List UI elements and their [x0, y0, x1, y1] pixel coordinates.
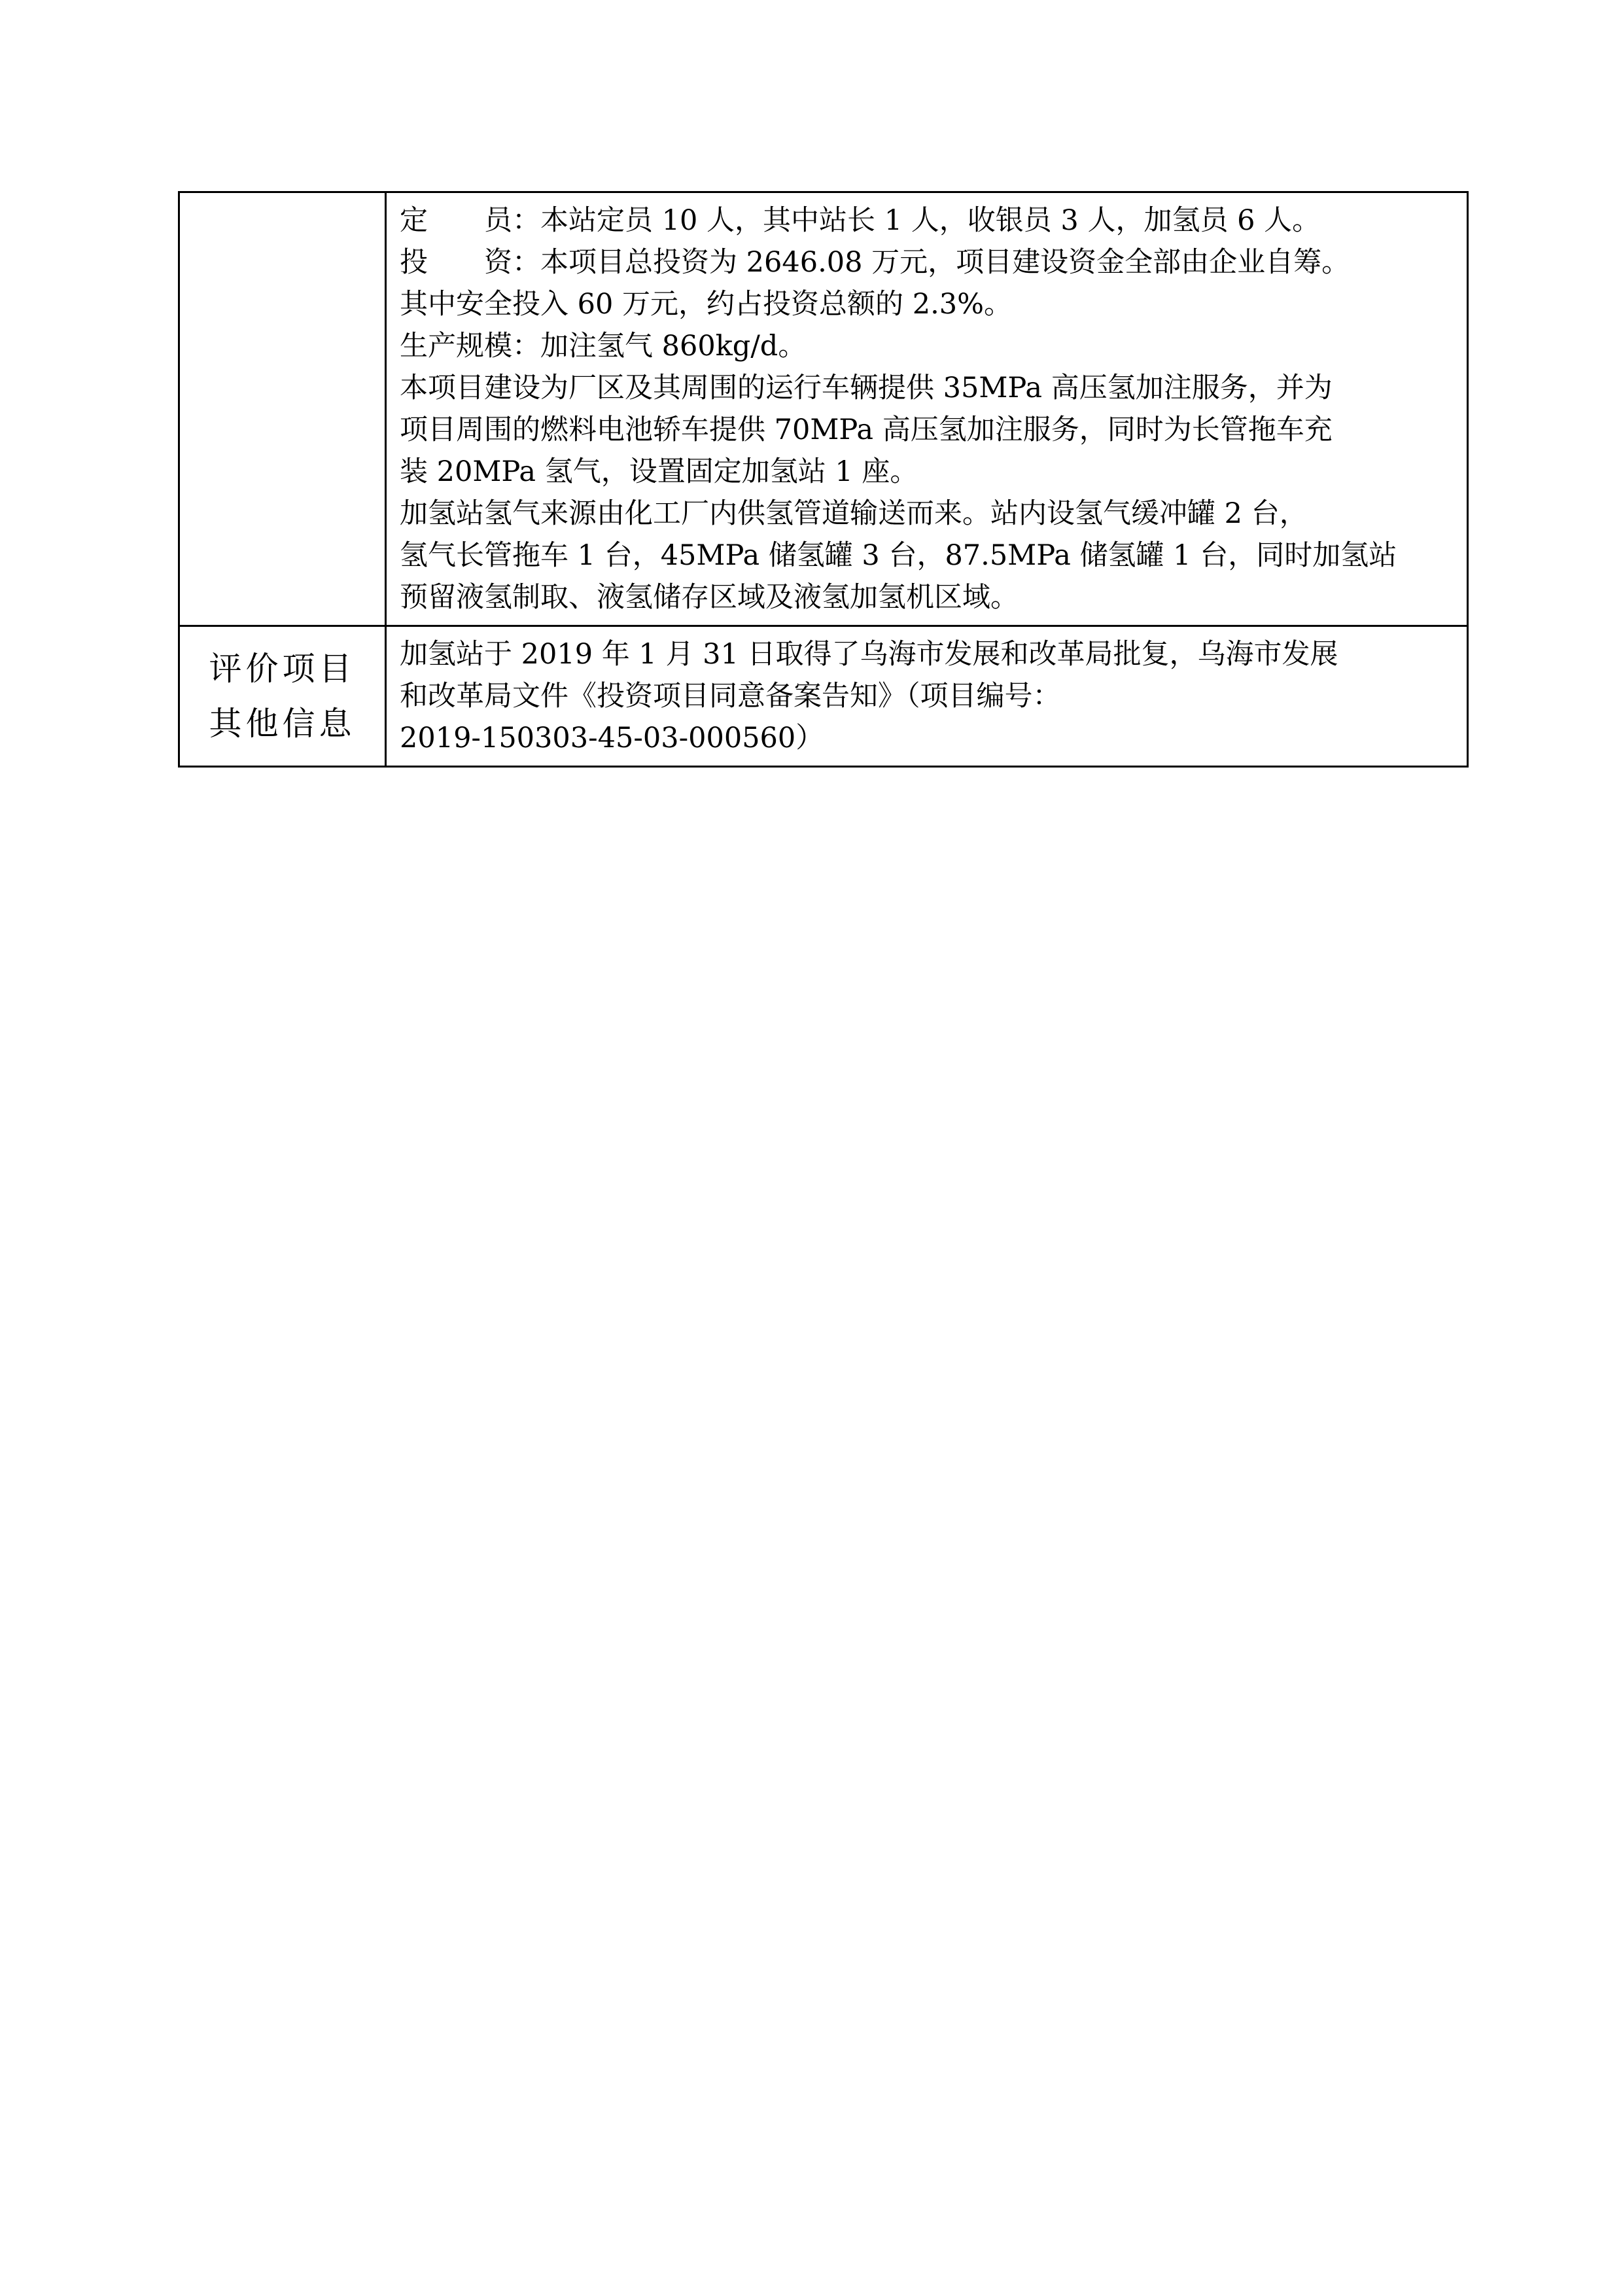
table-row-project-overview — [179, 192, 1468, 626]
other-info-label-cell — [179, 626, 386, 767]
safety-investment-line: 其中安全投入 60 万元，约占投资总额的 2.3%。 — [400, 288, 1012, 321]
production-scale-line: 生产规模：加注氢气 860kg/d。 — [400, 330, 807, 362]
project-info-table — [178, 191, 1469, 768]
hydrogen-source-line-1: 加氢站氢气来源由化工厂内供氢管道输送而来。站内设氢气缓冲罐 2 台， — [400, 497, 1308, 530]
other-info-label-line-1: 评价项目 — [209, 650, 356, 688]
staffing-line: 定 员：本站定员 10 人，其中站长 1 人，收银员 3 人，加氢员 6 人。 — [400, 204, 1321, 237]
service-description-line-1: 本项目建设为厂区及其周围的运行车辆提供 35MPa 高压氢加注服务，并为 — [400, 372, 1333, 404]
row-label-cell-empty — [179, 192, 386, 626]
service-description-line-2: 项目周围的燃料电池轿车提供 70MPa 高压氢加注服务，同时为长管拖车充 — [400, 414, 1333, 446]
service-description-line-3: 装 20MPa 氢气，设置固定加氢站 1 座。 — [400, 455, 918, 488]
project-overview-cell — [386, 192, 1468, 626]
approval-line-1: 加氢站于 2019 年 1 月 31 日取得了乌海市发展和改革局批复，乌海市发展 — [400, 638, 1338, 671]
hydrogen-source-line-3: 预留液氢制取、液氢储存区域及液氢加氢机区域。 — [400, 581, 1019, 614]
other-info-label-line-2: 其他信息 — [209, 705, 356, 743]
project-number-line: 2019-150303-45-03-000560） — [400, 722, 824, 754]
other-info-cell — [386, 626, 1468, 767]
table-row-other-info — [179, 626, 1468, 767]
hydrogen-source-line-2: 氢气长管拖车 1 台，45MPa 储氢罐 3 台，87.5MPa 储氢罐 1 台，同时加氢站 — [400, 539, 1397, 572]
investment-line: 投 资：本项目总投资为 2646.08 万元，项目建设资金全部由企业自筹。 — [400, 246, 1350, 279]
approval-line-2: 和改革局文件《投资项目同意备案告知》（项目编号： — [400, 680, 1061, 713]
